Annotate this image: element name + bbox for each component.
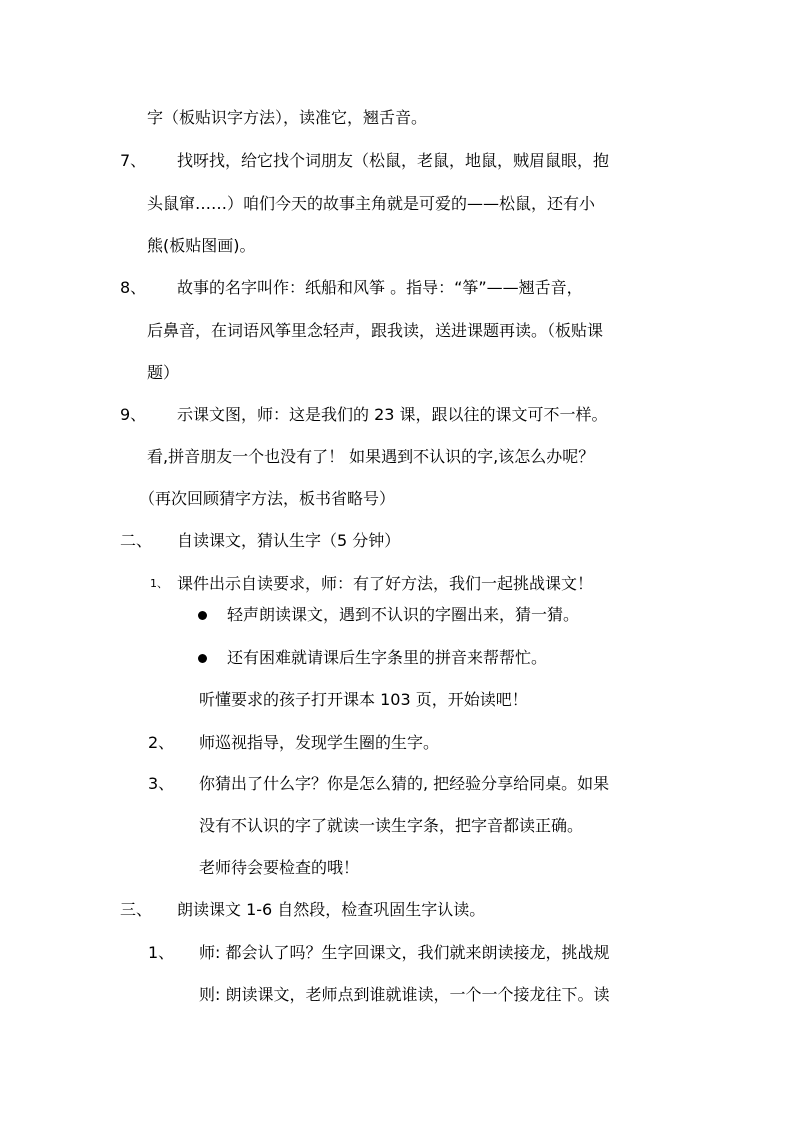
item-8-line-3: 题） bbox=[147, 363, 180, 382]
item-7-number: 7、 bbox=[120, 151, 147, 170]
section-2-sub-1-text: 课件出示自读要求，师：有了好方法，我们一起挑战课文！ bbox=[177, 574, 594, 593]
item-8-number: 8、 bbox=[120, 278, 147, 297]
section-3-sub-1-number: 1、 bbox=[148, 943, 175, 962]
section-3-number: 三、 bbox=[120, 900, 153, 919]
section-2-number: 二、 bbox=[120, 531, 153, 550]
section-2-sub-1-after: 听懂要求的孩子打开课本 103 页，开始读吧！ bbox=[199, 690, 528, 709]
item-9-line-1: 示课文图，师：这是我们的 23 课，跟以往的课文可不一样。 bbox=[177, 405, 608, 424]
item-9-number: 9、 bbox=[120, 405, 147, 424]
item-7-line-1: 找呀找，给它找个词朋友（松鼠，老鼠，地鼠，贼眉鼠眼，抱 bbox=[177, 151, 610, 170]
bullet-icon bbox=[198, 654, 207, 663]
item-8-line-2: 后鼻音，在词语风筝里念轻声，跟我读，送进课题再读。（板贴课 bbox=[147, 321, 604, 340]
section-3-title: 朗读课文 1-6 自然段，检查巩固生字认读。 bbox=[177, 900, 486, 919]
section-2-sub-2-text: 师巡视指导，发现学生圈的生字。 bbox=[199, 733, 440, 752]
item-7-line-3: 熊(板贴图画)。 bbox=[147, 236, 256, 255]
section-2-sub-2-number: 2、 bbox=[148, 733, 175, 752]
section-2-sub-3-line-2: 没有不认识的字了就读一读生字条，把字音都读正确。 bbox=[199, 816, 584, 835]
section-3-sub-1-line-1: 师: 都会认了吗？生字回课文，我们就来朗读接龙，挑战规 bbox=[199, 943, 610, 962]
bullet-item-2: 还有困难就请课后生字条里的拼音来帮帮忙。 bbox=[227, 648, 548, 667]
section-2-sub-3-number: 3、 bbox=[148, 774, 175, 793]
bullet-item-1: 轻声朗读课文，遇到不认识的字圈出来，猜一猜。 bbox=[227, 605, 580, 624]
bullet-icon bbox=[198, 611, 207, 620]
top-line: 字（板贴识字方法），读准它，翘舌音。 bbox=[147, 108, 428, 127]
section-2-sub-1-number: 1、 bbox=[150, 577, 168, 590]
section-2-title: 自读课文，猜认生字（5 分钟） bbox=[177, 531, 401, 550]
item-7-line-2: 头鼠窜……）咱们今天的故事主角就是可爱的——松鼠，还有小 bbox=[147, 194, 596, 213]
section-2-sub-3-line-1: 你猜出了什么字？你是怎么猜的, 把经验分享给同桌。如果 bbox=[199, 774, 610, 793]
section-2-sub-3-line-3: 老师待会要检查的哦！ bbox=[199, 858, 360, 877]
section-3-sub-1-line-2: 则: 朗读课文，老师点到谁就谁读，一个一个接龙往下。读 bbox=[199, 985, 610, 1004]
item-9-line-2: 看,拼音朋友一个也没有了！ 如果遇到不认识的字,该怎么办呢？ bbox=[147, 447, 595, 466]
item-9-line-3: （再次回顾猜字方法，板书省略号） bbox=[139, 489, 396, 508]
item-8-line-1: 故事的名字叫作：纸船和风筝 。指导：“筝”——翘舌音， bbox=[177, 278, 583, 297]
